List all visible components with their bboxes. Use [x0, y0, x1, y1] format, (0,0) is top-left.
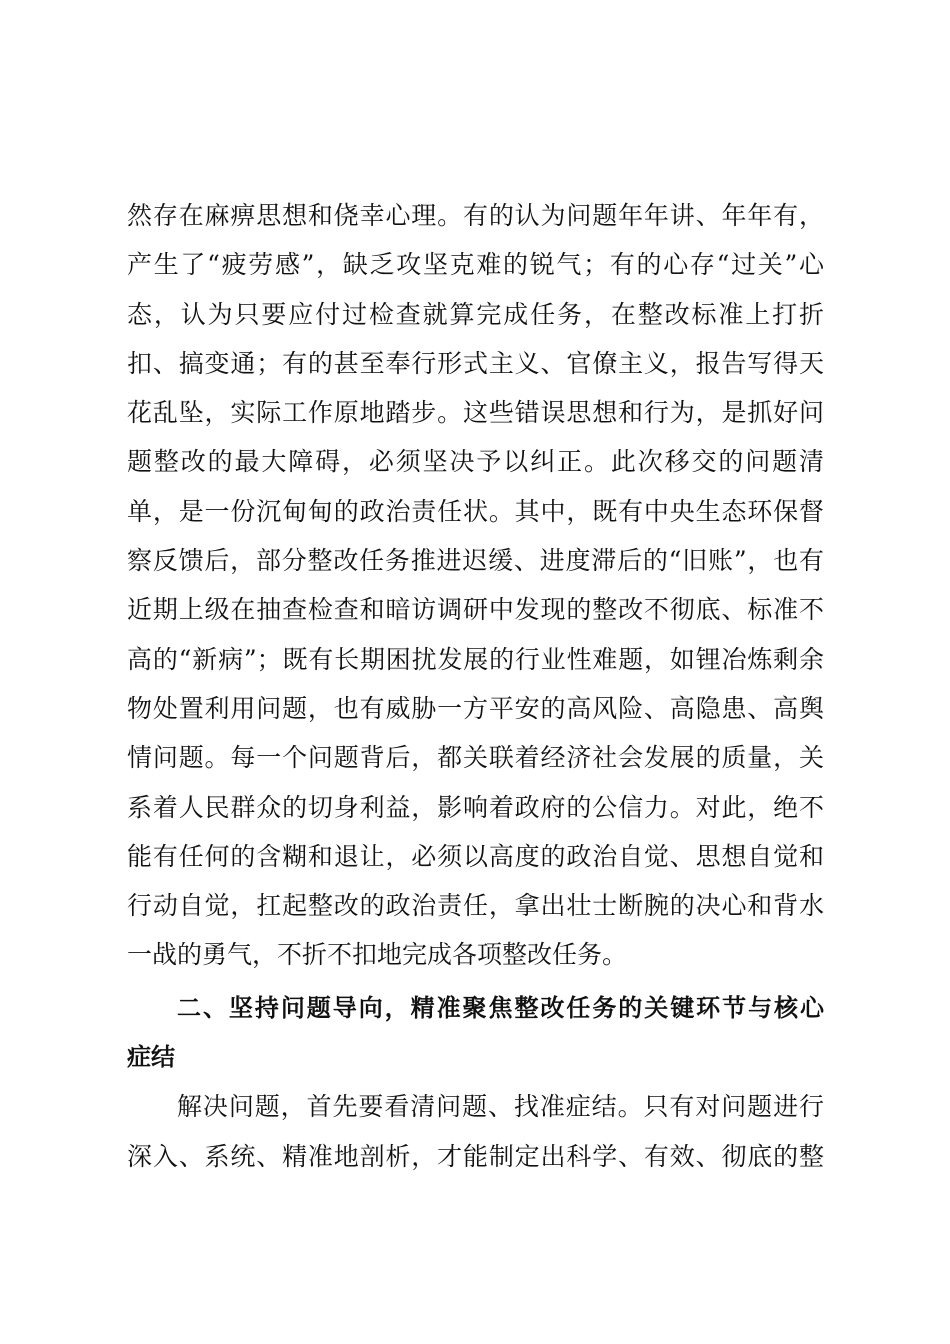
paragraph-1: [127, 191, 824, 980]
section-heading: [127, 984, 824, 1083]
text-line: 花乱坠，实际工作原地踏步。这些错误思想和行为，是抓好问: [127, 398, 824, 428]
text-line: 高的“新病”；既有长期困扰发展的行业性难题，如锂冶炼剩余: [127, 644, 824, 674]
paragraph-2: [127, 1082, 824, 1181]
text-line: 行动自觉，扛起整改的政治责任，拿出壮士断腕的决心和背水: [127, 891, 824, 921]
heading-line: 症结: [127, 1043, 175, 1072]
text-line: 单，是一份沉甸甸的政治责任状。其中，既有中央生态环保督: [127, 496, 824, 526]
text-line: 题整改的最大障碍，必须坚决予以纠正。此次移交的问题清: [127, 447, 824, 477]
text-line: 扣、搞变通；有的甚至奉行形式主义、官僚主义，报告写得天: [127, 348, 824, 378]
text-line: 近期上级在抽查检查和暗访调研中发现的整改不彻底、标准不: [127, 595, 824, 625]
document-body: [127, 191, 824, 1181]
text-line: 一战的勇气，不折不扣地完成各项整改任务。: [127, 940, 628, 970]
text-line: 系着人民群众的切身利益，影响着政府的公信力。对此，绝不: [127, 792, 824, 822]
text-line: 产生了“疲劳感”，缺乏攻坚克难的锐气；有的心存“过关”心: [127, 250, 824, 280]
text-line: 深入、系统、精准地剖析，才能制定出科学、有效、彻底的整: [127, 1141, 824, 1171]
text-line: 解决问题，首先要看清问题、找准症结。只有对问题进行: [177, 1092, 824, 1122]
text-line: 态，认为只要应付过检查就算完成任务，在整改标准上打折: [127, 299, 824, 329]
text-line: 情问题。每一个问题背后，都关联着经济社会发展的质量，关: [127, 743, 824, 773]
heading-line: 二、坚持问题导向，精准聚焦整改任务的关键环节与核心: [177, 993, 824, 1022]
text-line: 察反馈后，部分整改任务推进迟缓、进度滞后的“旧账”，也有: [127, 546, 824, 576]
text-line: 物处置利用问题，也有威胁一方平安的高风险、高隐患、高舆: [127, 693, 824, 723]
text-line: 然存在麻痹思想和侥幸心理。有的认为问题年年讲、年年有，: [127, 201, 824, 230]
text-line: 能有任何的含糊和退让，必须以高度的政治自觉、思想自觉和: [127, 841, 824, 871]
